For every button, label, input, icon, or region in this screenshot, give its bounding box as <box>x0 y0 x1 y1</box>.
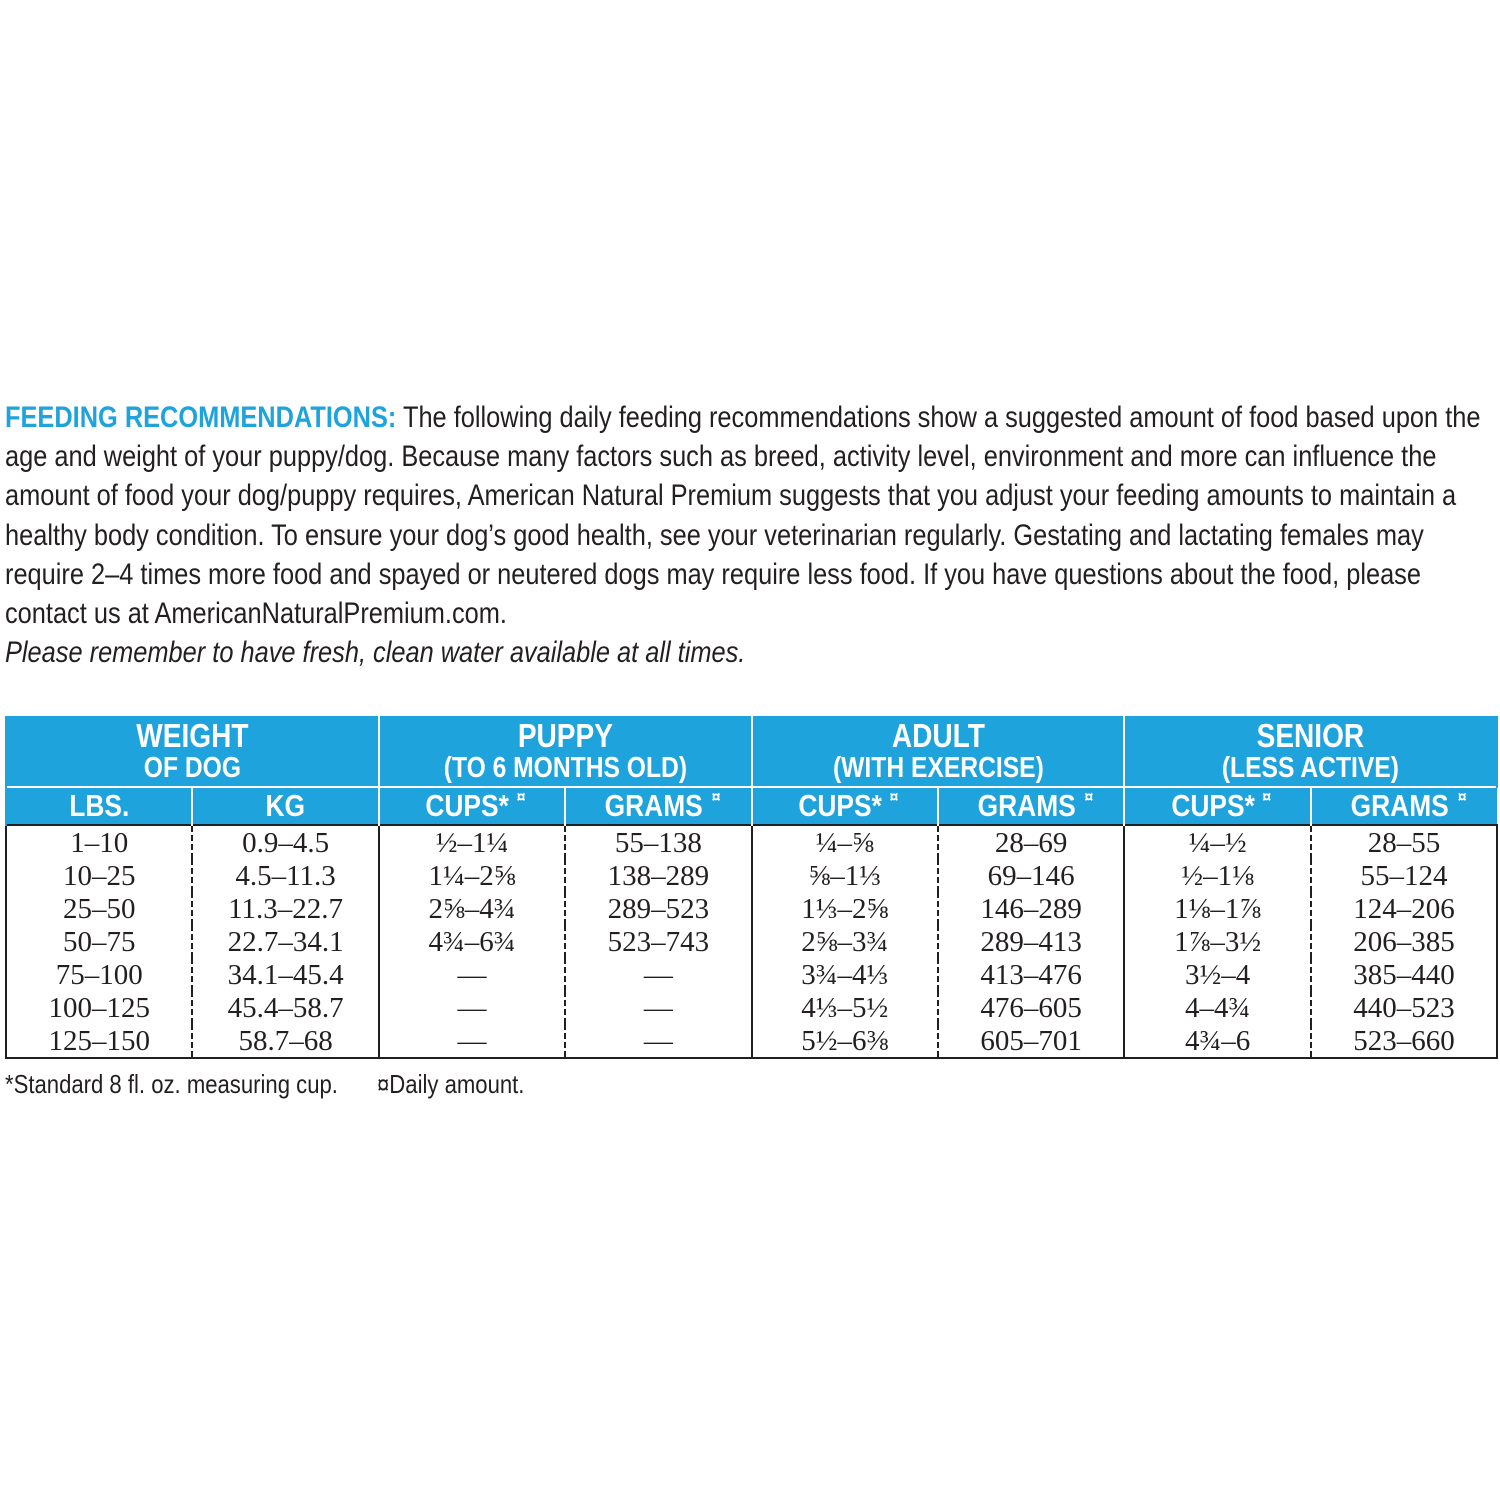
table-cell: 413–476 <box>938 958 1124 991</box>
group-subtitle: (TO 6 MONTHS OLD) <box>443 752 687 784</box>
table-cell: 10–25 <box>6 859 192 892</box>
daily-amount-mark: ¤ <box>1084 789 1094 806</box>
table-cell: 69–146 <box>938 859 1124 892</box>
table-cell: ½–1⅛ <box>1124 859 1310 892</box>
table-cell: — <box>379 1024 565 1058</box>
table-cell: 25–50 <box>6 892 192 925</box>
table-cell: 4¾–6 <box>1124 1024 1310 1058</box>
column-header-lbs <box>6 787 192 825</box>
table-cell: 34.1–45.4 <box>192 958 378 991</box>
table-cell: 3¾–4⅓ <box>752 958 938 991</box>
table-row <box>6 825 1497 859</box>
table-cell: 440–523 <box>1311 991 1497 1024</box>
column-header-senior-grams <box>1311 787 1497 825</box>
table-cell: ¼–½ <box>1124 825 1310 859</box>
table-cell: 523–660 <box>1311 1024 1497 1058</box>
table-cell: 146–289 <box>938 892 1124 925</box>
table-row <box>6 991 1497 1024</box>
group-title: SENIOR <box>1256 717 1365 754</box>
column-header-puppy-cups <box>379 787 565 825</box>
table-row <box>6 1024 1497 1058</box>
table-cell: — <box>565 991 751 1024</box>
table-cell: 385–440 <box>1311 958 1497 991</box>
group-subtitle: (WITH EXERCISE) <box>832 752 1044 784</box>
table-cell: 1⅓–2⅝ <box>752 892 938 925</box>
table-cell: — <box>565 958 751 991</box>
column-header-adult-cups <box>752 787 938 825</box>
column-header-label: CUPS* <box>425 788 510 823</box>
footnote-cup: *Standard 8 fl. oz. measuring cup. <box>5 1069 338 1099</box>
table-group-header-row <box>6 716 1497 787</box>
table-cell: 1⅛–1⅞ <box>1124 892 1310 925</box>
table-cell: 4.5–11.3 <box>192 859 378 892</box>
daily-amount-mark: ¤ <box>711 789 721 806</box>
column-header-senior-cups <box>1124 787 1310 825</box>
table-cell: — <box>379 958 565 991</box>
table-row <box>6 892 1497 925</box>
footnotes <box>5 1066 524 1102</box>
feeding-recommendations-paragraph <box>5 398 1500 672</box>
table-cell: 22.7–34.1 <box>192 925 378 958</box>
table-cell: ¼–⅝ <box>752 825 938 859</box>
table-cell: 125–150 <box>6 1024 192 1058</box>
column-header-adult-grams <box>938 787 1124 825</box>
table-cell: — <box>565 1024 751 1058</box>
column-header-label: CUPS* <box>798 788 883 823</box>
group-subtitle: OF DOG <box>143 752 242 784</box>
water-reminder: Please remember to have fresh, clean water available at all times. <box>5 636 746 670</box>
table-row <box>6 958 1497 991</box>
table-cell: 476–605 <box>938 991 1124 1024</box>
table-cell: 55–124 <box>1311 859 1497 892</box>
table-row <box>6 925 1497 958</box>
table-cell: 605–701 <box>938 1024 1124 1058</box>
table-cell: 3½–4 <box>1124 958 1310 991</box>
table-cell: 4⅓–5½ <box>752 991 938 1024</box>
daily-amount-mark: ¤ <box>889 789 899 806</box>
feeding-recommendations-heading: FEEDING RECOMMENDATIONS: <box>5 401 397 434</box>
group-header-weight <box>6 716 379 787</box>
table-cell: — <box>379 991 565 1024</box>
table-cell: 124–206 <box>1311 892 1497 925</box>
column-header-label: GRAMS <box>1350 788 1450 823</box>
table-cell: ⅝–1⅓ <box>752 859 938 892</box>
table-cell: 28–55 <box>1311 825 1497 859</box>
table-cell: 75–100 <box>6 958 192 991</box>
group-title: PUPPY <box>517 717 613 754</box>
table-cell: 100–125 <box>6 991 192 1024</box>
table-cell: 1⅞–3½ <box>1124 925 1310 958</box>
table-cell: 28–69 <box>938 825 1124 859</box>
group-header-senior <box>1124 716 1497 787</box>
table-cell: ½–1¼ <box>379 825 565 859</box>
column-header-label: LBS. <box>69 788 130 823</box>
footnote-daily: ¤Daily amount. <box>377 1069 525 1099</box>
table-cell: 523–743 <box>565 925 751 958</box>
table-cell: 58.7–68 <box>192 1024 378 1058</box>
column-header-label: GRAMS <box>977 788 1076 823</box>
table-cell: 206–385 <box>1311 925 1497 958</box>
table-cell: 289–413 <box>938 925 1124 958</box>
group-title: ADULT <box>891 717 985 754</box>
table-cell: 4¾–6¾ <box>379 925 565 958</box>
table-cell: 1¼–2⅝ <box>379 859 565 892</box>
table-cell: 50–75 <box>6 925 192 958</box>
column-header-puppy-grams <box>565 787 751 825</box>
table-cell: 5½–6⅜ <box>752 1024 938 1058</box>
daily-amount-mark: ¤ <box>1262 789 1272 806</box>
table-cell: 138–289 <box>565 859 751 892</box>
daily-amount-mark: ¤ <box>1457 789 1467 806</box>
group-subtitle: (LESS ACTIVE) <box>1222 752 1400 784</box>
table-cell: 2⅝–3¾ <box>752 925 938 958</box>
feeding-table <box>5 716 1498 1059</box>
table-cell: 2⅝–4¾ <box>379 892 565 925</box>
group-title: WEIGHT <box>136 717 249 754</box>
table-row <box>6 859 1497 892</box>
table-cell: 11.3–22.7 <box>192 892 378 925</box>
feeding-recommendations-text: The following daily feeding recommendations show a suggested amount of food based upon the age and weight of your puppy/dog. Because many factors such as breed, activity level, environment and more can influence the amount of food your dog/puppy requires, American Natural Premium suggests that you adjust your feeding amounts to maintain a healthy body condition. To ensure your dog’s good health, see your veterinarian regularly. Gestating and lactating females may require 2–4 times more food and spayed or neutered dogs may require less food. If you have questions about the food, please contact us at AmericanNaturalPremium.com. <box>5 401 1481 631</box>
daily-amount-mark: ¤ <box>516 789 526 806</box>
table-column-header-row <box>6 787 1497 825</box>
column-header-label: KG <box>265 788 306 823</box>
table-cell: 0.9–4.5 <box>192 825 378 859</box>
column-header-label: GRAMS <box>604 788 703 823</box>
table-cell: 289–523 <box>565 892 751 925</box>
column-header-kg <box>192 787 378 825</box>
table-body <box>6 825 1497 1058</box>
column-header-label: CUPS* <box>1171 788 1255 823</box>
group-header-adult <box>752 716 1125 787</box>
table-cell: 45.4–58.7 <box>192 991 378 1024</box>
table-cell: 1–10 <box>6 825 192 859</box>
group-header-puppy <box>379 716 752 787</box>
table-cell: 55–138 <box>565 825 751 859</box>
table-cell: 4–4¾ <box>1124 991 1310 1024</box>
